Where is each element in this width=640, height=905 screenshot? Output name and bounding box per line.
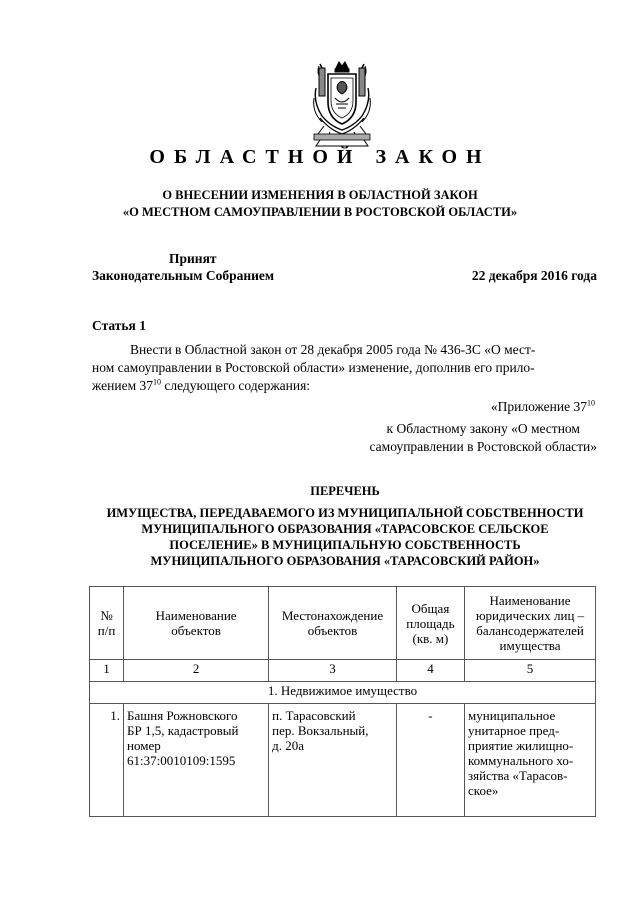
column-number-row xyxy=(90,660,596,682)
row-area: - xyxy=(396,704,464,817)
header-location: Местонахождение объектов xyxy=(269,587,397,660)
list-title: ПЕРЕЧЕНЬ xyxy=(310,484,380,498)
adoption-block xyxy=(92,250,597,284)
article-line-part: жением 37 xyxy=(92,378,154,393)
header-holder: Наименование юридических лиц – балансодержателей имущества xyxy=(465,587,596,660)
row-holder: муниципальное унитарное пред- приятие жилищно- коммунального хо- зяйства «Тарасов- ское» xyxy=(465,704,596,817)
article-line xyxy=(92,377,597,395)
column-number: 4 xyxy=(396,660,464,682)
adopted-by: Законодательным Собранием xyxy=(92,268,275,283)
subtitle-line: «О МЕСТНОМ САМОУПРАВЛЕНИИ В РОСТОВСКОЙ ОБЛАСТИ» xyxy=(122,205,518,219)
list-line: ИМУЩЕСТВА, ПЕРЕДАВАЕМОГО ИЗ МУНИЦИПАЛЬНОЙ СОБСТВЕННОСТИ xyxy=(106,506,584,520)
row-number: 1. xyxy=(90,704,124,817)
law-subtitle xyxy=(0,187,640,221)
column-number: 3 xyxy=(269,660,397,682)
adopted-date: 22 декабря 2016 года xyxy=(471,268,597,283)
row-location: п. Тарасовский пер. Вокзальный, д. 20а xyxy=(269,704,397,817)
subtitle-line: О ВНЕСЕНИИ ИЗМЕНЕНИЯ В ОБЛАСТНОЙ ЗАКОН xyxy=(162,188,478,202)
list-heading xyxy=(0,483,640,569)
appendix-line: к Областному закону «О местном xyxy=(386,421,580,436)
column-number: 1 xyxy=(90,660,124,682)
appendix-title-text: «Приложение 37 xyxy=(490,399,587,414)
table-row xyxy=(90,704,596,817)
list-line: ПОСЕЛЕНИЕ» В МУНИЦИПАЛЬНУЮ СОБСТВЕННОСТЬ xyxy=(169,538,521,552)
property-table xyxy=(89,586,596,817)
appendix-reference xyxy=(370,398,597,456)
adopted-label: Принят xyxy=(169,251,217,266)
table-header-row xyxy=(90,587,596,660)
rostov-oblast-coat-of-arms-icon xyxy=(300,58,384,148)
list-line: МУНИЦИПАЛЬНОГО ОБРАЗОВАНИЯ «ТАРАСОВСКОЕ СЕЛЬСКОЕ xyxy=(141,522,549,536)
column-number: 5 xyxy=(465,660,596,682)
appendix-line: самоуправлении в Ростовской области» xyxy=(369,439,597,454)
article-line: Внести в Областной закон от 28 декабря 2005 года № 436-ЗС «О мест- xyxy=(130,342,536,357)
column-number: 2 xyxy=(124,660,269,682)
list-line: МУНИЦИПАЛЬНОГО ОБРАЗОВАНИЯ «ТАРАСОВСКИЙ РАЙОН» xyxy=(150,554,540,568)
row-object-name: Башня Рожновского БР 1,5, кадастровый номер 61:37:0010109:1595 xyxy=(124,704,269,817)
superscript: 10 xyxy=(587,398,595,408)
section-row xyxy=(90,682,596,704)
article-line-part: следующего содержания: xyxy=(161,378,311,393)
header-number: № п/п xyxy=(90,587,124,660)
article-line: ном самоуправлении в Ростовской области» изменение, дополнив его прило- xyxy=(92,360,535,375)
superscript: 10 xyxy=(153,377,162,387)
article-text xyxy=(92,341,597,395)
section-title: 1. Недвижимое имущество xyxy=(90,682,596,704)
article-heading: Статья 1 xyxy=(92,318,146,333)
header-name: Наименование объектов xyxy=(124,587,269,660)
law-title: ОБЛАСТНОЙ ЗАКОН xyxy=(149,146,491,168)
header-area: Общая площадь (кв. м) xyxy=(396,587,464,660)
appendix-title xyxy=(370,398,597,416)
